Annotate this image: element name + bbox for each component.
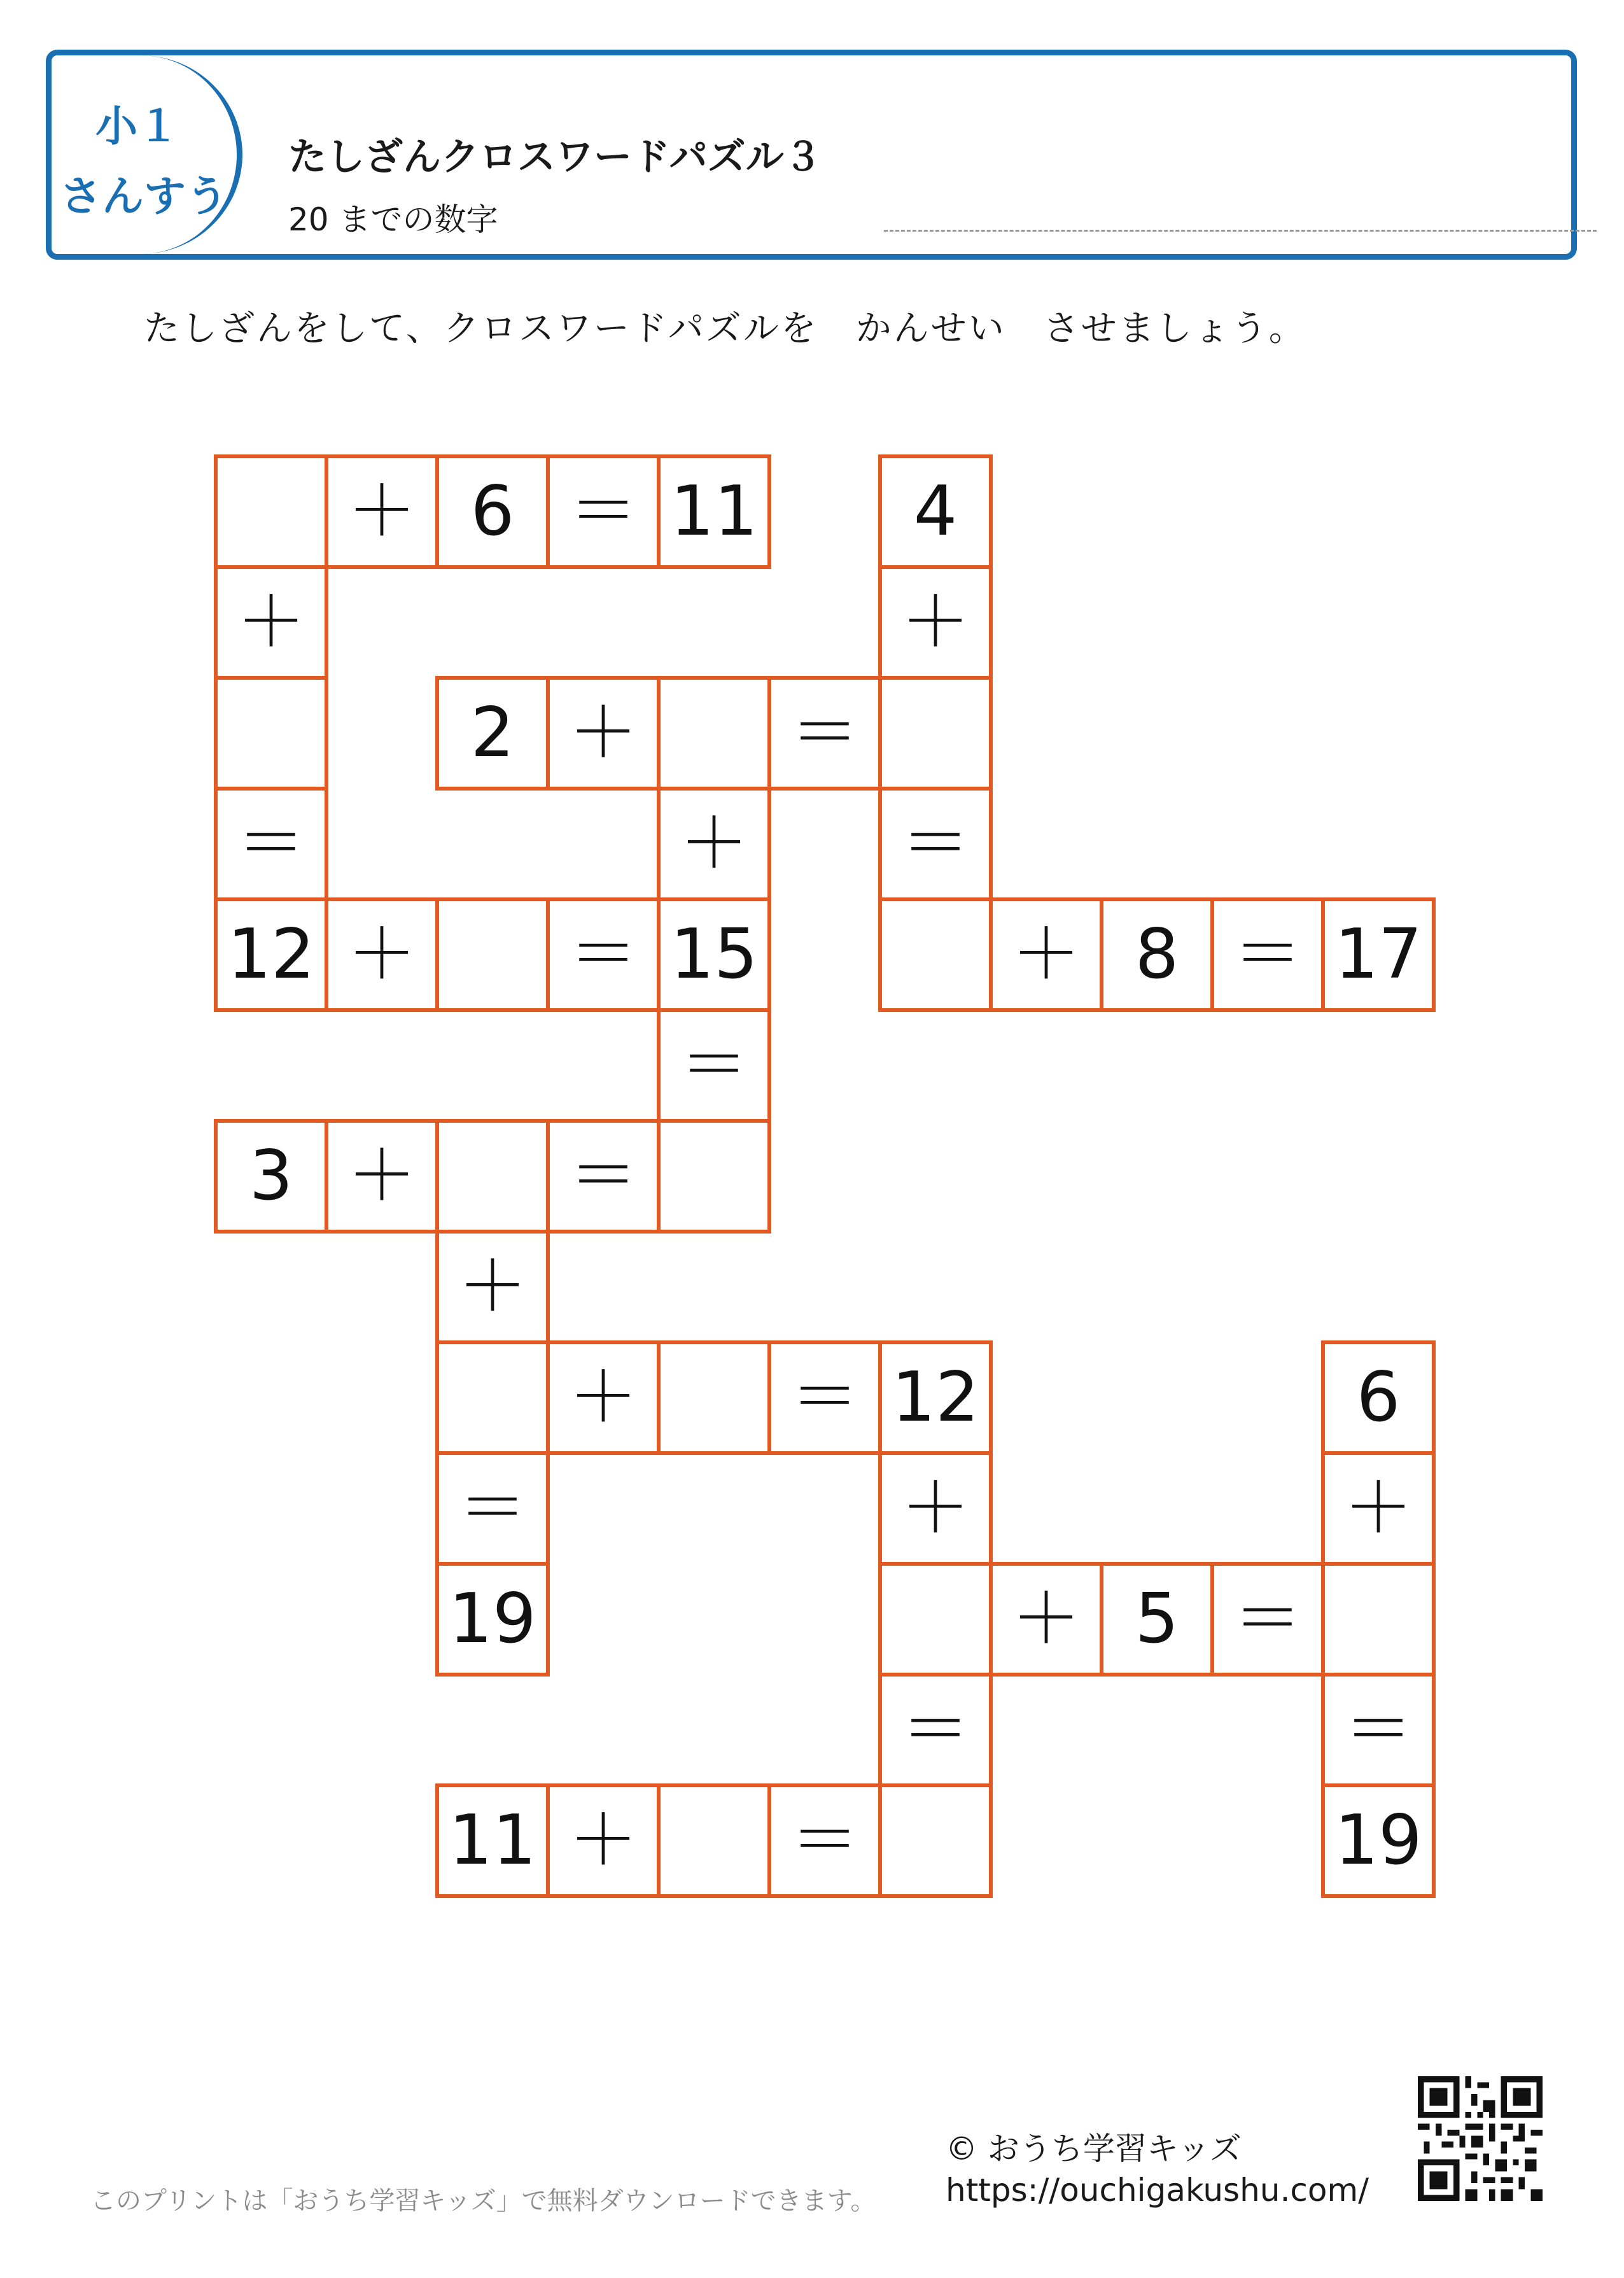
answer-cell[interactable] bbox=[657, 1119, 771, 1234]
answer-cell[interactable] bbox=[435, 1340, 550, 1455]
equals-cell: ＝ bbox=[657, 1008, 771, 1123]
number-cell: 6 bbox=[1321, 1340, 1436, 1455]
plus-cell: ＋ bbox=[989, 897, 1103, 1012]
number-cell: 11 bbox=[657, 454, 771, 569]
plus-cell: ＋ bbox=[435, 1230, 550, 1344]
qr-code-icon bbox=[1418, 2076, 1543, 2201]
plus-cell: ＋ bbox=[989, 1562, 1103, 1677]
plus-cell: ＋ bbox=[546, 1783, 661, 1898]
grade-label: 小１ bbox=[95, 102, 179, 151]
answer-cell[interactable] bbox=[878, 1562, 993, 1677]
plus-cell: ＋ bbox=[214, 565, 328, 680]
number-cell: 15 bbox=[657, 897, 771, 1012]
plus-cell: ＋ bbox=[878, 1451, 993, 1566]
answer-cell[interactable] bbox=[878, 897, 993, 1012]
answer-cell[interactable] bbox=[214, 676, 328, 791]
number-cell: 17 bbox=[1321, 897, 1436, 1012]
plus-cell: ＋ bbox=[657, 787, 771, 901]
number-cell: 12 bbox=[878, 1340, 993, 1455]
number-cell: 19 bbox=[1321, 1783, 1436, 1898]
number-cell: 6 bbox=[435, 454, 550, 569]
plus-cell: ＋ bbox=[546, 1340, 661, 1455]
equals-cell: ＝ bbox=[1210, 1562, 1325, 1677]
worksheet-header bbox=[46, 50, 1577, 260]
answer-cell[interactable] bbox=[435, 1119, 550, 1234]
number-cell: 2 bbox=[435, 676, 550, 791]
number-cell: 3 bbox=[214, 1119, 328, 1234]
number-cell: 4 bbox=[878, 454, 993, 569]
subject-label: さんすう bbox=[60, 172, 228, 221]
answer-cell[interactable] bbox=[435, 897, 550, 1012]
number-cell: 12 bbox=[214, 897, 328, 1012]
worksheet-subtitle: 20 までの数字 bbox=[288, 201, 498, 238]
equals-cell: ＝ bbox=[767, 1783, 882, 1898]
site-url[interactable]: https://ouchigakushu.com/ bbox=[946, 2172, 1369, 2209]
plus-cell: ＋ bbox=[878, 565, 993, 680]
number-cell: 11 bbox=[435, 1783, 550, 1898]
answer-cell[interactable] bbox=[1321, 1562, 1436, 1677]
plus-cell: ＋ bbox=[325, 897, 439, 1012]
answer-cell[interactable] bbox=[214, 454, 328, 569]
grade-badge bbox=[52, 55, 242, 254]
copyright-text: © おうち学習キッズ bbox=[946, 2130, 1242, 2167]
equals-cell: ＝ bbox=[1321, 1673, 1436, 1787]
plus-cell: ＋ bbox=[1321, 1451, 1436, 1566]
number-cell: 19 bbox=[435, 1562, 550, 1677]
equals-cell: ＝ bbox=[1210, 897, 1325, 1012]
equals-cell: ＝ bbox=[214, 787, 328, 901]
worksheet-title: たしざんクロスワードパズル３ bbox=[288, 135, 822, 179]
answer-cell[interactable] bbox=[657, 1783, 771, 1898]
equals-cell: ＝ bbox=[878, 1673, 993, 1787]
equals-cell: ＝ bbox=[435, 1451, 550, 1566]
answer-cell[interactable] bbox=[657, 676, 771, 791]
equals-cell: ＝ bbox=[546, 1119, 661, 1234]
equals-cell: ＝ bbox=[767, 676, 882, 791]
number-cell: 5 bbox=[1100, 1562, 1214, 1677]
answer-cell[interactable] bbox=[878, 676, 993, 791]
equals-cell: ＝ bbox=[546, 454, 661, 569]
name-line bbox=[884, 230, 1597, 232]
plus-cell: ＋ bbox=[325, 454, 439, 569]
instruction-text: たしざんをして、クロスワードパズルを かんせい させましょう。 bbox=[144, 308, 1306, 349]
plus-cell: ＋ bbox=[325, 1119, 439, 1234]
number-cell: 8 bbox=[1100, 897, 1214, 1012]
equals-cell: ＝ bbox=[767, 1340, 882, 1455]
footer-note: このプリントは「おうち学習キッズ」で無料ダウンロードできます。 bbox=[90, 2186, 876, 2216]
answer-cell[interactable] bbox=[657, 1340, 771, 1455]
answer-cell[interactable] bbox=[878, 1783, 993, 1898]
equals-cell: ＝ bbox=[878, 787, 993, 901]
plus-cell: ＋ bbox=[546, 676, 661, 791]
equals-cell: ＝ bbox=[546, 897, 661, 1012]
